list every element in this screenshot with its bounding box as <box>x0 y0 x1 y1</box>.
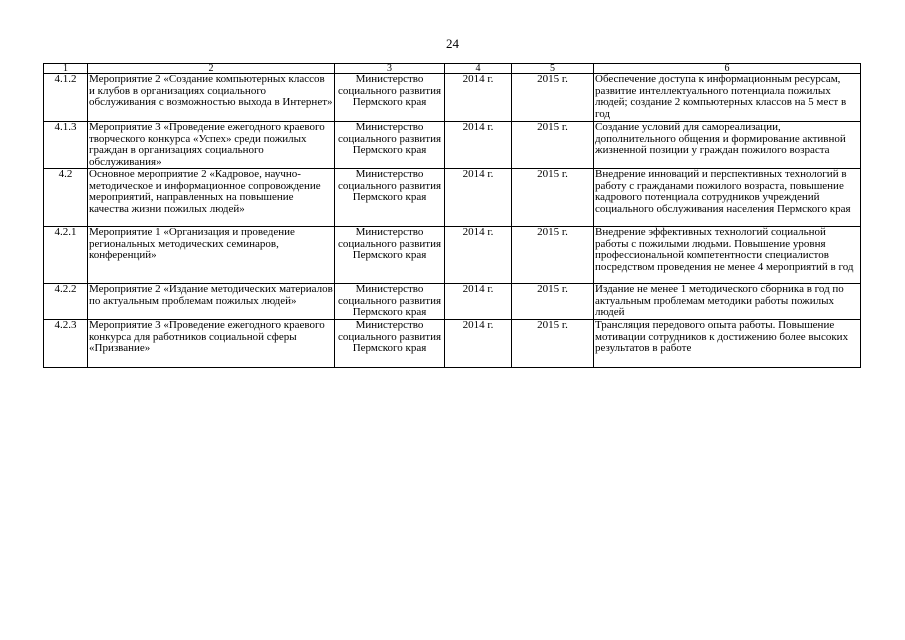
end-year: 2015 г. <box>512 320 594 368</box>
end-year: 2015 г. <box>512 169 594 227</box>
start-year: 2014 г. <box>445 122 512 169</box>
activity-name: Мероприятие 2 «Создание компьютерных классов и клубов в организациях социального обслуживания с возможностью выхода в Интернет» <box>88 74 335 122</box>
executor: Министерство социального развития Пермского края <box>335 227 445 284</box>
column-header-2: 2 <box>88 64 335 74</box>
table-row <box>44 122 861 169</box>
start-year: 2014 г. <box>445 74 512 122</box>
activity-name: Основное мероприятие 2 «Кадровое, научно-методическое и информационное сопровождение мероприятий, направленных на повышение качества жизни пожилых людей» <box>88 169 335 227</box>
executor: Министерство социального развития Пермского края <box>335 122 445 169</box>
row-number: 4.2.2 <box>44 284 88 320</box>
table-row <box>44 284 861 320</box>
column-header-3: 3 <box>335 64 445 74</box>
end-year: 2015 г. <box>512 74 594 122</box>
expected-result: Издание не менее 1 методического сборника в год по актуальным проблемам методики работы пожилых людей <box>594 284 861 320</box>
activity-name: Мероприятие 1 «Организация и проведение региональных методических семинаров, конференций» <box>88 227 335 284</box>
executor: Министерство социального развития Пермского края <box>335 169 445 227</box>
activity-name: Мероприятие 3 «Проведение ежегодного краевого конкурса для работников социальной сферы «Призвание» <box>88 320 335 368</box>
row-number: 4.1.2 <box>44 74 88 122</box>
expected-result: Внедрение эффективных технологий социальной работы с пожилыми людьми. Повышение уровня профессиональной компетентности специалистов посредством проведения не менее 4 мероприятий в год <box>594 227 861 284</box>
expected-result: Внедрение инноваций и перспективных технологий в работу с гражданами пожилого возраста, повышение кадрового потенциала сотрудников учреждений социального обслуживания населения Пермского края <box>594 169 861 227</box>
column-header-6: 6 <box>594 64 861 74</box>
row-number: 4.1.3 <box>44 122 88 169</box>
table-row <box>44 74 861 122</box>
page-number: 24 <box>446 36 459 51</box>
row-number: 4.2.3 <box>44 320 88 368</box>
end-year: 2015 г. <box>512 227 594 284</box>
activities-table <box>43 63 861 368</box>
expected-result: Трансляция передового опыта работы. Повышение мотивации сотрудников к достижению более высоких результатов в работе <box>594 320 861 368</box>
table-row <box>44 227 861 284</box>
start-year: 2014 г. <box>445 320 512 368</box>
end-year: 2015 г. <box>512 122 594 169</box>
executor: Министерство социального развития Пермского края <box>335 284 445 320</box>
start-year: 2014 г. <box>445 284 512 320</box>
expected-result: Создание условий для самореализации, дополнительного общения и формирование активной жизненной позиции у граждан пожилого возраста <box>594 122 861 169</box>
end-year: 2015 г. <box>512 284 594 320</box>
header-row <box>44 64 861 74</box>
column-header-1: 1 <box>44 64 88 74</box>
row-number: 4.2.1 <box>44 227 88 284</box>
column-header-4: 4 <box>445 64 512 74</box>
executor: Министерство социального развития Пермского края <box>335 74 445 122</box>
executor: Министерство социального развития Пермского края <box>335 320 445 368</box>
expected-result: Обеспечение доступа к информационным ресурсам, развитие интеллектуального потенциала пожилых людей; создание 2 компьютерных классов на 5 мест в год <box>594 74 861 122</box>
start-year: 2014 г. <box>445 169 512 227</box>
column-header-5: 5 <box>512 64 594 74</box>
row-number: 4.2 <box>44 169 88 227</box>
table-row <box>44 320 861 368</box>
activity-name: Мероприятие 2 «Издание методических материалов по актуальным проблемам пожилых людей» <box>88 284 335 320</box>
start-year: 2014 г. <box>445 227 512 284</box>
table-row <box>44 169 861 227</box>
activity-name: Мероприятие 3 «Проведение ежегодного краевого творческого конкурса «Успех» среди пожилых граждан в организациях социального обслуживания» <box>88 122 335 169</box>
